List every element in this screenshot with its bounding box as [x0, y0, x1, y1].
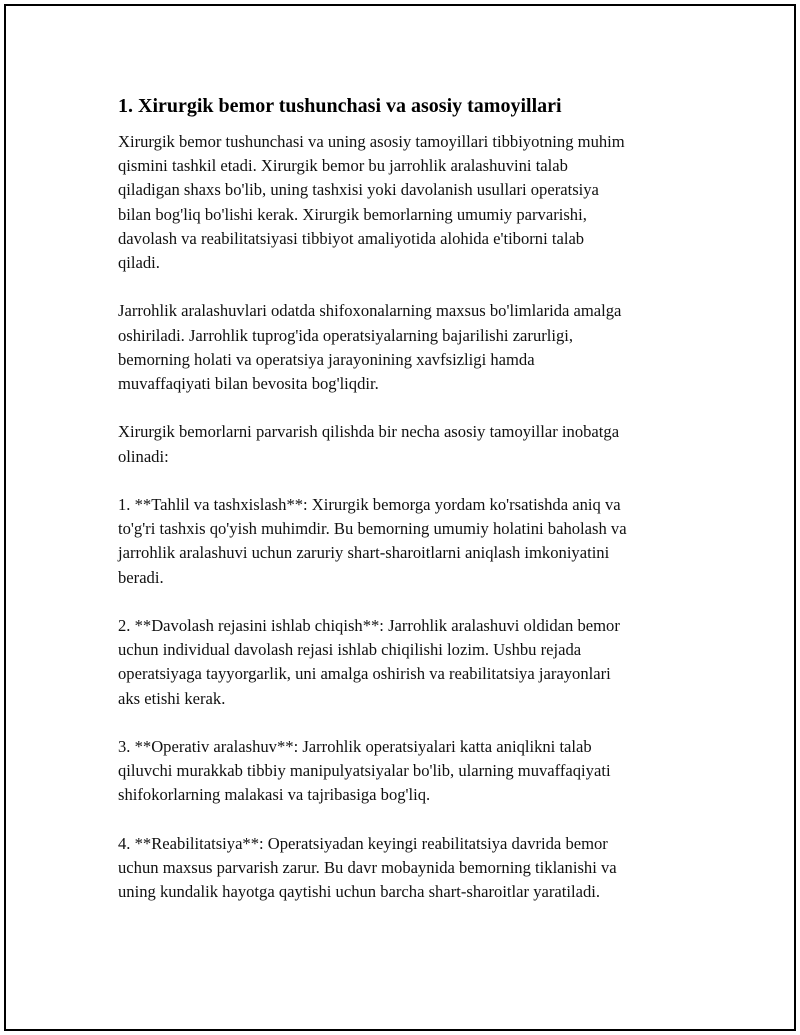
paragraph-principles-intro: Xirurgik bemorlarni parvarish qilishda bir necha asosiy tamoyillar inobatga olinadi:: [118, 422, 620, 466]
paragraph-gap: [118, 808, 698, 832]
list-item-analysis: 1. **Tahlil va tashxislash**: Xirurgik bemorga yordam ko'rsatishda aniq va to'g'ri tashxis qo'yish muhimdir. Bu bemorning umumiy holatini baholash va jarrohlik aralashuvi uchun zaruriy shart-sharoitlarni aniqlash imkoniyatini beradi.: [118, 495, 627, 587]
list-item-operative-intervention: 3. **Operativ aralashuv**: Jarrohlik operatsiyalari katta aniqlikni talab qiluvchi murakkab tibbiy manipulyatsiyalar bo'lib, ularning muvaffaqiyati shifokorlarning malakasi va tajribasiga bog'liq.: [118, 737, 611, 805]
paragraph-intro: Xirurgik bemor tushunchasi va uning asosiy tamoyillari tibbiyotning muhim qismini tashkil etadi. Xirurgik bemor bu jarrohlik aralashuvini talab qiladigan shaxs bo'lib, uning tashxisi yoki davolanish usullari operatsiya bilan bog'liq bo'lishi kerak. Xirurgik bemorlarning umumiy parvarishi, davolash va reabilitatsiyasi tibbiyot amaliyotida alohida e'tiborni talab qiladi.: [118, 132, 625, 273]
paragraph-gap: [118, 469, 698, 493]
paragraph-gap: [118, 275, 698, 299]
paragraph-surgical-interventions: Jarrohlik aralashuvlari odatda shifoxonalarning maxsus bo'limlarida amalga oshiriladi. Jarrohlik tuprog'ida operatsiyalarning bajarilishi zarurligi, bemorning holati va operatsiya jarayonining xavfsizligi hamda muvaffaqiyati bilan bevosita bog'liqdir.: [118, 301, 622, 394]
document-body: [118, 92, 698, 904]
paragraph-gap: [118, 396, 698, 420]
list-item-treatment-plan: 2. **Davolash rejasini ishlab chiqish**: Jarrohlik aralashuvi oldidan bemor uchun individual davolash rejasi ishlab chiqilishi lozim. Ushbu rejada operatsiyaga tayyorgarlik, uni amalga oshirish va reabilitatsiya jarayonlari aks etishi kerak.: [118, 616, 620, 708]
document-title: 1. Xirurgik bemor tushunchasi va asosiy tamoyillari: [118, 95, 562, 117]
list-item-rehabilitation: 4. **Reabilitatsiya**: Operatsiyadan keyingi reabilitatsiya davrida bemor uchun maxsus parvarish zarur. Bu davr mobaynida bemorning tiklanishi va uning kundalik hayotga qaytishi uchun barcha shart-sharoitlar yaratiladi.: [118, 833, 617, 902]
paragraph-gap: [118, 711, 698, 735]
paragraph-gap: [118, 590, 698, 614]
